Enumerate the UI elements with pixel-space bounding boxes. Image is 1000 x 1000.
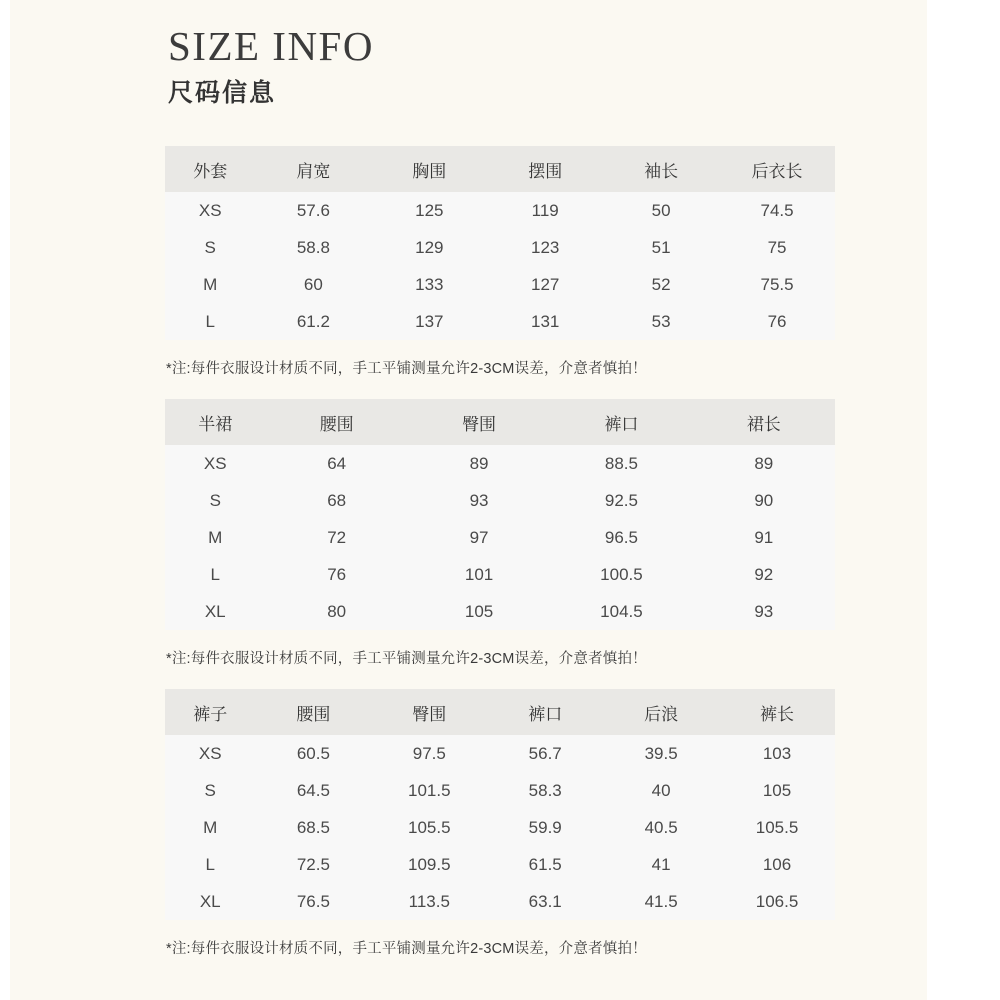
- size-cell: 74.5: [760, 200, 794, 220]
- size-cell: 41: [651, 854, 671, 874]
- size-cell: 39.5: [644, 743, 678, 763]
- table-row: [165, 445, 835, 482]
- size-table-jacket: [165, 146, 835, 340]
- size-cell: 105.5: [755, 817, 799, 837]
- size-cell: 52: [651, 274, 671, 294]
- size-info-panel: [10, 0, 927, 1000]
- size-cell: 129: [415, 237, 444, 257]
- size-cell: 127: [531, 274, 560, 294]
- table-row: [165, 266, 835, 303]
- size-cell: 101: [464, 564, 494, 584]
- size-row-label: S: [204, 780, 216, 800]
- table-row: [165, 192, 835, 229]
- size-cell: 89: [469, 453, 489, 473]
- garment-column-header: 半裙: [198, 414, 233, 434]
- size-cell: 64: [327, 453, 347, 473]
- measure-column-header: 后衣长: [751, 161, 803, 181]
- table-row: [165, 556, 835, 593]
- size-cell: 80: [327, 601, 347, 621]
- size-cell: 101.5: [408, 780, 451, 800]
- size-cell: 75.5: [760, 274, 794, 294]
- size-cell: 105: [464, 601, 494, 621]
- size-row-label: XS: [198, 743, 222, 763]
- size-cell: 61.5: [528, 854, 562, 874]
- size-cell: 40.5: [644, 817, 678, 837]
- size-cell: 40: [651, 780, 671, 800]
- size-cell: 104.5: [600, 601, 643, 621]
- size-cell: 93: [469, 490, 489, 510]
- size-cell: 103: [762, 743, 792, 763]
- table-row: [165, 303, 835, 340]
- size-cell: 61.2: [296, 311, 330, 331]
- size-cell: 68: [327, 490, 347, 510]
- header-row: [165, 146, 835, 192]
- size-cell: 133: [415, 274, 444, 294]
- measure-column-header: 裙长: [746, 414, 781, 434]
- size-row-label: M: [203, 274, 218, 294]
- size-cell: 60.5: [296, 743, 330, 763]
- measure-column-header: 胸围: [412, 161, 447, 181]
- size-cell: 72.5: [296, 854, 330, 874]
- size-cell: 109.5: [408, 854, 451, 874]
- size-cell: 63.1: [528, 891, 562, 911]
- size-row-label: XL: [199, 891, 221, 911]
- size-cell: 58.8: [296, 237, 330, 257]
- size-cell: 125: [415, 200, 444, 220]
- measure-column-header: 袖长: [644, 161, 679, 181]
- size-cell: 75: [767, 237, 787, 257]
- table-row: [165, 735, 835, 772]
- size-cell: 51: [651, 237, 671, 257]
- measure-column-header: 臀围: [462, 414, 497, 434]
- table-row: [165, 593, 835, 630]
- page-title-zh: 尺码信息: [168, 79, 277, 108]
- size-row-label: L: [210, 564, 220, 584]
- size-cell: 137: [415, 311, 444, 331]
- size-table-pants: [165, 689, 835, 920]
- size-cell: 105.5: [408, 817, 451, 837]
- size-cell: 88.5: [604, 453, 638, 473]
- size-cell: 53: [651, 311, 671, 331]
- size-table-section-jacket: [165, 146, 835, 378]
- size-cell: 56.7: [528, 743, 562, 763]
- table-row: [165, 883, 835, 920]
- size-cell: 97.5: [412, 743, 446, 763]
- measure-column-header: 摆围: [528, 161, 563, 181]
- measure-column-header: 肩宽: [296, 161, 331, 181]
- size-row-label: S: [204, 237, 216, 257]
- size-cell: 90: [754, 490, 774, 510]
- size-cell: 91: [754, 527, 774, 547]
- table-row: [165, 772, 835, 809]
- size-table-skirt: [165, 399, 835, 630]
- size-row-label: L: [205, 854, 215, 874]
- table-row: [165, 519, 835, 556]
- size-cell: 97: [469, 527, 489, 547]
- size-cell: 113.5: [408, 891, 450, 911]
- measure-column-header: 臀围: [412, 704, 447, 724]
- header-row: [165, 399, 835, 445]
- measurement-disclaimer-note: *注:每件衣服设计材质不同，手工平铺测量允许2-3CM误差，介意者慎拍！: [166, 361, 647, 378]
- size-cell: 76: [767, 311, 787, 331]
- size-cell: 123: [531, 237, 560, 257]
- size-cell: 68.5: [296, 817, 330, 837]
- size-cell: 50: [651, 200, 671, 220]
- size-cell: 119: [531, 200, 559, 220]
- measure-column-header: 后浪: [644, 704, 679, 724]
- size-row-label: XS: [203, 453, 227, 473]
- size-tables: [10, 146, 927, 958]
- table-row: [165, 846, 835, 883]
- size-cell: 89: [754, 453, 774, 473]
- measure-column-header: 裤口: [604, 414, 639, 434]
- size-row-label: S: [209, 490, 221, 510]
- measure-column-header: 腰围: [319, 414, 354, 434]
- size-cell: 105: [762, 780, 792, 800]
- page-header: [168, 0, 927, 109]
- header-row: [165, 689, 835, 735]
- measure-column-header: 裤口: [528, 704, 563, 724]
- size-row-label: M: [203, 817, 218, 837]
- measure-column-header: 腰围: [296, 704, 331, 724]
- size-cell: 131: [531, 311, 560, 331]
- size-cell: 58.3: [528, 780, 562, 800]
- size-cell: 76: [327, 564, 347, 584]
- size-cell: 96.5: [604, 527, 638, 547]
- size-row-label: XS: [198, 200, 222, 220]
- size-cell: 72: [327, 527, 347, 547]
- size-cell: 64.5: [296, 780, 330, 800]
- size-table-section-pants: [165, 689, 835, 958]
- measure-column-header: 裤长: [760, 704, 795, 724]
- size-row-label: L: [205, 311, 215, 331]
- size-cell: 76.5: [296, 891, 330, 911]
- size-cell: 93: [754, 601, 774, 621]
- size-cell: 57.6: [296, 200, 330, 220]
- table-row: [165, 229, 835, 266]
- size-cell: 106: [762, 854, 792, 874]
- table-row: [165, 809, 835, 846]
- size-cell: 41.5: [644, 891, 678, 911]
- size-row-label: XL: [204, 601, 226, 621]
- size-row-label: M: [208, 527, 223, 547]
- size-cell: 92.5: [604, 490, 638, 510]
- measurement-disclaimer-note: *注:每件衣服设计材质不同，手工平铺测量允许2-3CM误差，介意者慎拍！: [166, 941, 647, 958]
- size-table-section-skirt: [165, 399, 835, 668]
- garment-column-header: 外套: [193, 161, 228, 181]
- page-title-en: SIZE INFO: [168, 23, 374, 69]
- table-row: [165, 482, 835, 519]
- garment-column-header: 裤子: [193, 704, 228, 724]
- size-cell: 106.5: [755, 891, 799, 911]
- measurement-disclaimer-note: *注:每件衣服设计材质不同，手工平铺测量允许2-3CM误差，介意者慎拍！: [166, 651, 647, 668]
- size-cell: 92: [754, 564, 774, 584]
- size-cell: 59.9: [528, 817, 562, 837]
- size-cell: 100.5: [600, 564, 643, 584]
- size-cell: 60: [303, 274, 323, 294]
